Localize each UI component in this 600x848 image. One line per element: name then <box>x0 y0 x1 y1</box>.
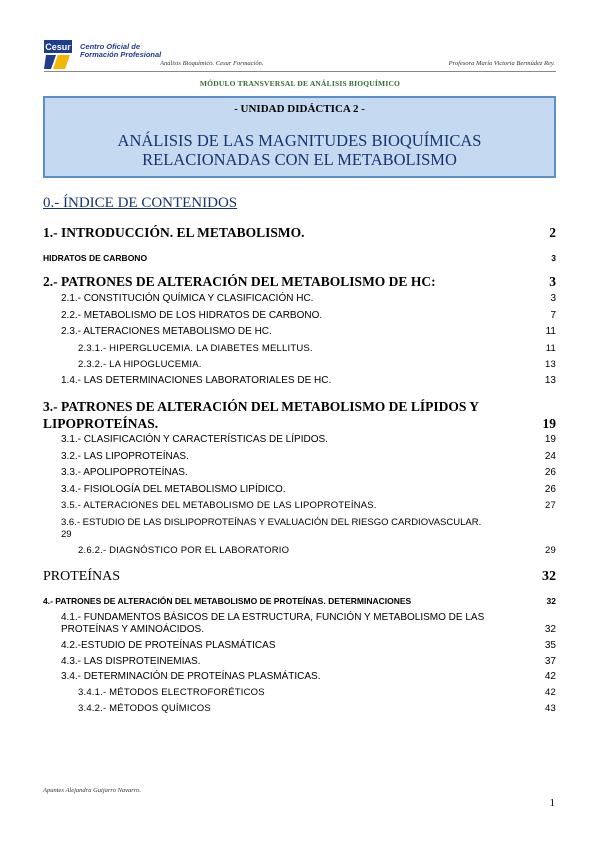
toc-entry[interactable]: 4.- PATRONES DE ALTERACIÓN DEL METABOLISMO DE PROTEÍNAS. DETERMINACIONES 32 <box>43 596 556 606</box>
footer-author: Apuntes Alejandra Guijarro Navarro. <box>43 787 141 794</box>
toc-entry[interactable]: 2.3.- ALTERACIONES METABOLISMO DE HC. 11 <box>61 326 556 337</box>
toc-entry[interactable]: 2.6.2.- DIAGNÓSTICO POR EL LABORATORIO 29 <box>78 545 556 556</box>
document-title-line2: RELACIONADAS CON EL METABOLISMO <box>142 150 457 169</box>
toc-entry[interactable]: 3.4.- FISIOLOGÍA DEL METABOLISMO LIPÍDICO. 26 <box>61 484 556 495</box>
toc-entry[interactable]: 2.1.- CONSTITUCIÓN QUÍMICA Y CLASIFICACIÓN HC. 3 <box>61 293 556 304</box>
cesur-logo <box>44 40 72 70</box>
logo-brand-text: Cesur <box>45 42 71 52</box>
document-title-line1: ANÁLISIS DE LAS MAGNITUDES BIOQUÍMICAS <box>117 131 482 150</box>
toc-entry[interactable]: 4.3.- LAS DISPROTEINEMIAS. 37 <box>61 656 556 667</box>
toc-entry[interactable]: 3.2.- LAS LIPOPROTEÍNAS. 24 <box>61 451 556 462</box>
toc-entry[interactable]: 2.3.2.- LA HIPOGLUCEMIA. 13 <box>78 359 556 370</box>
header-course: Análisis Bioquímico. Cesur Formación. <box>160 60 264 67</box>
toc-entry[interactable]: 3.4.- DETERMINACIÓN DE PROTEÍNAS PLASMÁTICAS. 42 <box>61 671 556 682</box>
toc-entry[interactable]: 1.- INTRODUCCIÓN. EL METABOLISMO. 2 <box>43 225 556 240</box>
logo-caption <box>80 43 161 59</box>
toc-entry[interactable]: 3.- PATRONES DE ALTERACIÓN DEL METABOLISMO DE LÍPIDOS Y LIPOPROTEÍNAS. 19 <box>43 399 556 431</box>
toc-entry[interactable]: 3.4.2.- MÉTODOS QUÍMICOS 43 <box>78 703 556 714</box>
toc-entry[interactable]: 2.2.- METABOLISMO DE LOS HIDRATOS DE CARBONO. 7 <box>61 310 556 321</box>
index-heading: 0.- ÍNDICE DE CONTENIDOS <box>43 195 238 211</box>
toc-entry[interactable]: 3.4.1.- MÉTODOS ELECTROFORÉTICOS 42 <box>78 687 556 698</box>
page-number: 1 <box>549 797 555 809</box>
header-teacher: Profesora María Victoria Bermúdez Rey. <box>448 60 555 67</box>
module-title: MÓDULO TRANSVERSAL DE ANÁLISIS BIOQUÍMICO <box>199 79 401 88</box>
logo-caption-line2: Formación Profesional <box>80 50 162 59</box>
toc-entry[interactable]: HIDRATOS DE CARBONO 3 <box>43 253 556 263</box>
toc-entry[interactable]: 1.4.- LAS DETERMINACIONES LABORATORIALES DE HC. 13 <box>61 375 556 386</box>
unit-label: - UNIDAD DIDÁCTICA 2 - <box>234 103 365 115</box>
toc-entry[interactable]: 3.6.- ESTUDIO DE LAS DISLIPOPROTEÍNAS Y EVALUACIÓN DEL RIESGO CARDIOVASCULAR. 29 <box>61 517 482 540</box>
toc-entry[interactable]: 4.2.-ESTUDIO DE PROTEÍNAS PLASMÁTICAS 35 <box>61 640 556 651</box>
toc-entry[interactable]: 3.5.- ALTERACIONES DEL METABOLISMO DE LAS LIPOPROTEÍNAS. 27 <box>61 500 556 511</box>
toc-entry[interactable]: 4.1.- FUNDAMENTOS BÁSICOS DE LA ESTRUCTURA, FUNCIÓN Y METABOLISMO DE LAS PROTEÍNAS Y AMINOÁCIDOS. 32 <box>61 612 556 635</box>
header-divider <box>44 71 556 72</box>
toc-entry[interactable]: 3.1.- CLASIFICACIÓN Y CARACTERÍSTICAS DE LÍPIDOS. 19 <box>61 434 556 445</box>
toc-entry[interactable]: 2.- PATRONES DE ALTERACIÓN DEL METABOLISMO DE HC: 3 <box>43 274 556 289</box>
toc-entry[interactable]: 2.3.1.- HIPERGLUCEMIA. LA DIABETES MELLITUS. 11 <box>78 343 556 354</box>
logo-caption-line1: Centro Oficial de <box>80 42 141 51</box>
toc-entry[interactable]: PROTEÍNAS 32 <box>43 569 556 584</box>
toc-entry[interactable]: 3.3.- APOLIPOPROTEÍNAS. 26 <box>61 467 556 478</box>
